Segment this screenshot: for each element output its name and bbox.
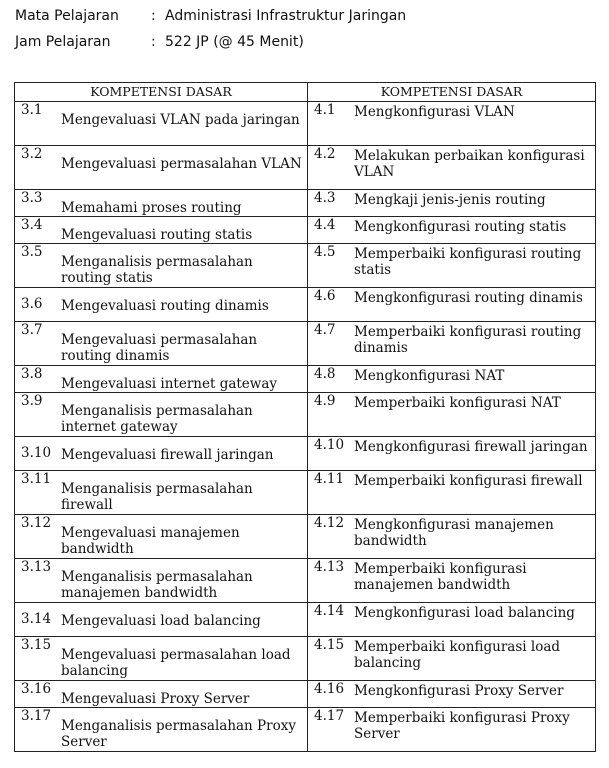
competency-text: Melakukan perbaikan konfigurasi VLAN [354,148,585,180]
table-row [15,102,596,146]
competency-number: 3.6 [21,295,43,312]
competency-number: 3.1 [21,102,43,118]
table-row [15,515,596,559]
basic-competency-4 [308,217,596,244]
competency-table [14,82,596,752]
table-row [15,471,596,515]
basic-competency-4 [308,603,596,637]
competency-number: 4.12 [314,515,345,531]
competency-number: 3.15 [21,637,52,653]
competency-number: 3.13 [21,559,52,575]
table-row [15,366,596,393]
table-row [15,603,596,637]
basic-competency-4 [308,146,596,190]
table-header-row [15,83,596,102]
competency-number: 4.11 [314,471,345,487]
competency-text: Mengkonfigurasi VLAN [354,104,515,120]
table-row [15,681,596,708]
competency-number: 4.2 [314,146,336,162]
competency-text: Menganalisis permasalahan Proxy Server [61,718,296,750]
competency-text: Mengevaluasi internet gateway [61,376,278,392]
competency-text: Mengevaluasi load balancing [61,612,261,629]
competency-text: Mengevaluasi manajemen bandwidth [61,525,240,557]
basic-competency-4 [308,681,596,708]
competency-number: 3.2 [21,146,43,162]
competency-text: Mengevaluasi permasalahan routing dinamis [61,332,258,364]
basic-competency-4 [308,190,596,217]
table-row [15,559,596,603]
basic-competency-3 [15,322,308,366]
competency-number: 3.4 [21,217,43,233]
competency-text: Mengkonfigurasi firewall jaringan [354,439,588,455]
competency-text: Memperbaiki konfigurasi Proxy Server [354,710,570,742]
competency-text: Mengkonfigurasi routing statis [354,219,567,235]
table-row [15,637,596,681]
basic-competency-3 [15,288,308,322]
basic-competency-4 [308,322,596,366]
subject-colon: : [151,8,156,24]
competency-number: 4.15 [314,637,345,653]
competency-text: Mengevaluasi permasalahan VLAN [61,156,302,172]
basic-competency-3 [15,244,308,288]
basic-competency-4 [308,102,596,146]
competency-text: Memperbaiki konfigurasi firewall [354,473,583,489]
competency-text: Menganalisis permasalahan manajemen bandwidth [61,569,253,601]
competency-number: 4.6 [314,288,336,304]
table-row [15,190,596,217]
competency-number: 4.1 [314,102,336,118]
basic-competency-3 [15,102,308,146]
competency-number: 4.14 [314,603,345,619]
basic-competency-4 [308,471,596,515]
right-column-header: KOMPETENSI DASAR [308,83,596,102]
basic-competency-3 [15,190,308,217]
competency-number: 4.8 [314,366,336,382]
basic-competency-3 [15,708,308,752]
table-row [15,288,596,322]
competency-text: Memperbaiki konfigurasi load balancing [354,639,561,671]
subject-value: Administrasi Infrastruktur Jaringan [165,8,407,24]
competency-text: Mengevaluasi routing statis [61,227,253,243]
left-column-header: KOMPETENSI DASAR [15,83,308,102]
basic-competency-4 [308,437,596,471]
basic-competency-4 [308,393,596,437]
competency-text: Mengkaji jenis-jenis routing [354,192,546,208]
competency-text: Mengevaluasi VLAN pada jaringan [61,112,300,128]
competency-number: 3.14 [21,610,52,627]
competency-text: Mengevaluasi firewall jaringan [61,446,274,463]
competency-text: Menganalisis permasalahan internet gateway [61,403,253,435]
table-row [15,393,596,437]
competency-text: Menganalisis permasalahan routing statis [61,254,253,286]
basic-competency-4 [308,637,596,681]
competency-number: 3.8 [21,366,43,382]
competency-text: Mengevaluasi Proxy Server [61,691,250,707]
basic-competency-3 [15,217,308,244]
competency-number: 3.5 [21,244,43,260]
basic-competency-3 [15,146,308,190]
table-row [15,244,596,288]
competency-number: 4.16 [314,681,345,697]
basic-competency-3 [15,366,308,393]
competency-text: Mengkonfigurasi load balancing [354,605,575,621]
basic-competency-3 [15,437,308,471]
basic-competency-4 [308,708,596,752]
competency-text: Memperbaiki konfigurasi routing dinamis [354,324,582,356]
competency-text: Mengkonfigurasi Proxy Server [354,683,564,699]
competency-number: 3.12 [21,515,52,531]
hours-colon: : [151,34,156,50]
hours-value: 522 JP (@ 45 Menit) [165,34,304,50]
table-row [15,708,596,752]
competency-text: Mengkonfigurasi NAT [354,368,505,384]
basic-competency-3 [15,393,308,437]
competency-number: 3.17 [21,708,52,724]
table-row [15,437,596,471]
basic-competency-4 [308,515,596,559]
basic-competency-4 [308,559,596,603]
basic-competency-3 [15,603,308,637]
competency-text: Menganalisis permasalahan firewall [61,481,253,513]
table-row [15,322,596,366]
competency-text: Mengevaluasi permasalahan load balancing [61,647,291,679]
basic-competency-3 [15,515,308,559]
competency-text: Mengevaluasi routing dinamis [61,297,269,314]
table-row [15,217,596,244]
competency-text: Memperbaiki konfigurasi manajemen bandwidth [354,561,527,593]
table-row [15,146,596,190]
competency-text: Memperbaiki konfigurasi routing statis [354,246,582,278]
competency-number: 3.16 [21,681,52,697]
competency-number: 4.9 [314,393,336,409]
competency-number: 3.9 [21,393,43,409]
basic-competency-4 [308,288,596,322]
basic-competency-3 [15,471,308,515]
subject-label: Mata Pelajaran [15,8,119,24]
competency-number: 3.11 [21,471,52,487]
competency-number: 3.7 [21,322,43,338]
competency-text: Memperbaiki konfigurasi NAT [354,395,561,411]
competency-text: Mengkonfigurasi manajemen bandwidth [354,517,554,549]
competency-text: Memahami proses routing [61,200,242,216]
competency-number: 4.5 [314,244,336,260]
competency-number: 4.13 [314,559,345,575]
basic-competency-4 [308,244,596,288]
competency-number: 4.7 [314,322,336,338]
competency-number: 3.3 [21,190,43,206]
competency-number: 4.3 [314,190,336,206]
competency-number: 4.4 [314,217,336,233]
basic-competency-3 [15,559,308,603]
basic-competency-3 [15,681,308,708]
hours-label: Jam Pelajaran [15,34,111,50]
basic-competency-4 [308,366,596,393]
competency-number: 3.10 [21,444,52,461]
competency-number: 4.10 [314,437,345,453]
competency-number: 4.17 [314,708,345,724]
competency-text: Mengkonfigurasi routing dinamis [354,290,583,306]
basic-competency-3 [15,637,308,681]
